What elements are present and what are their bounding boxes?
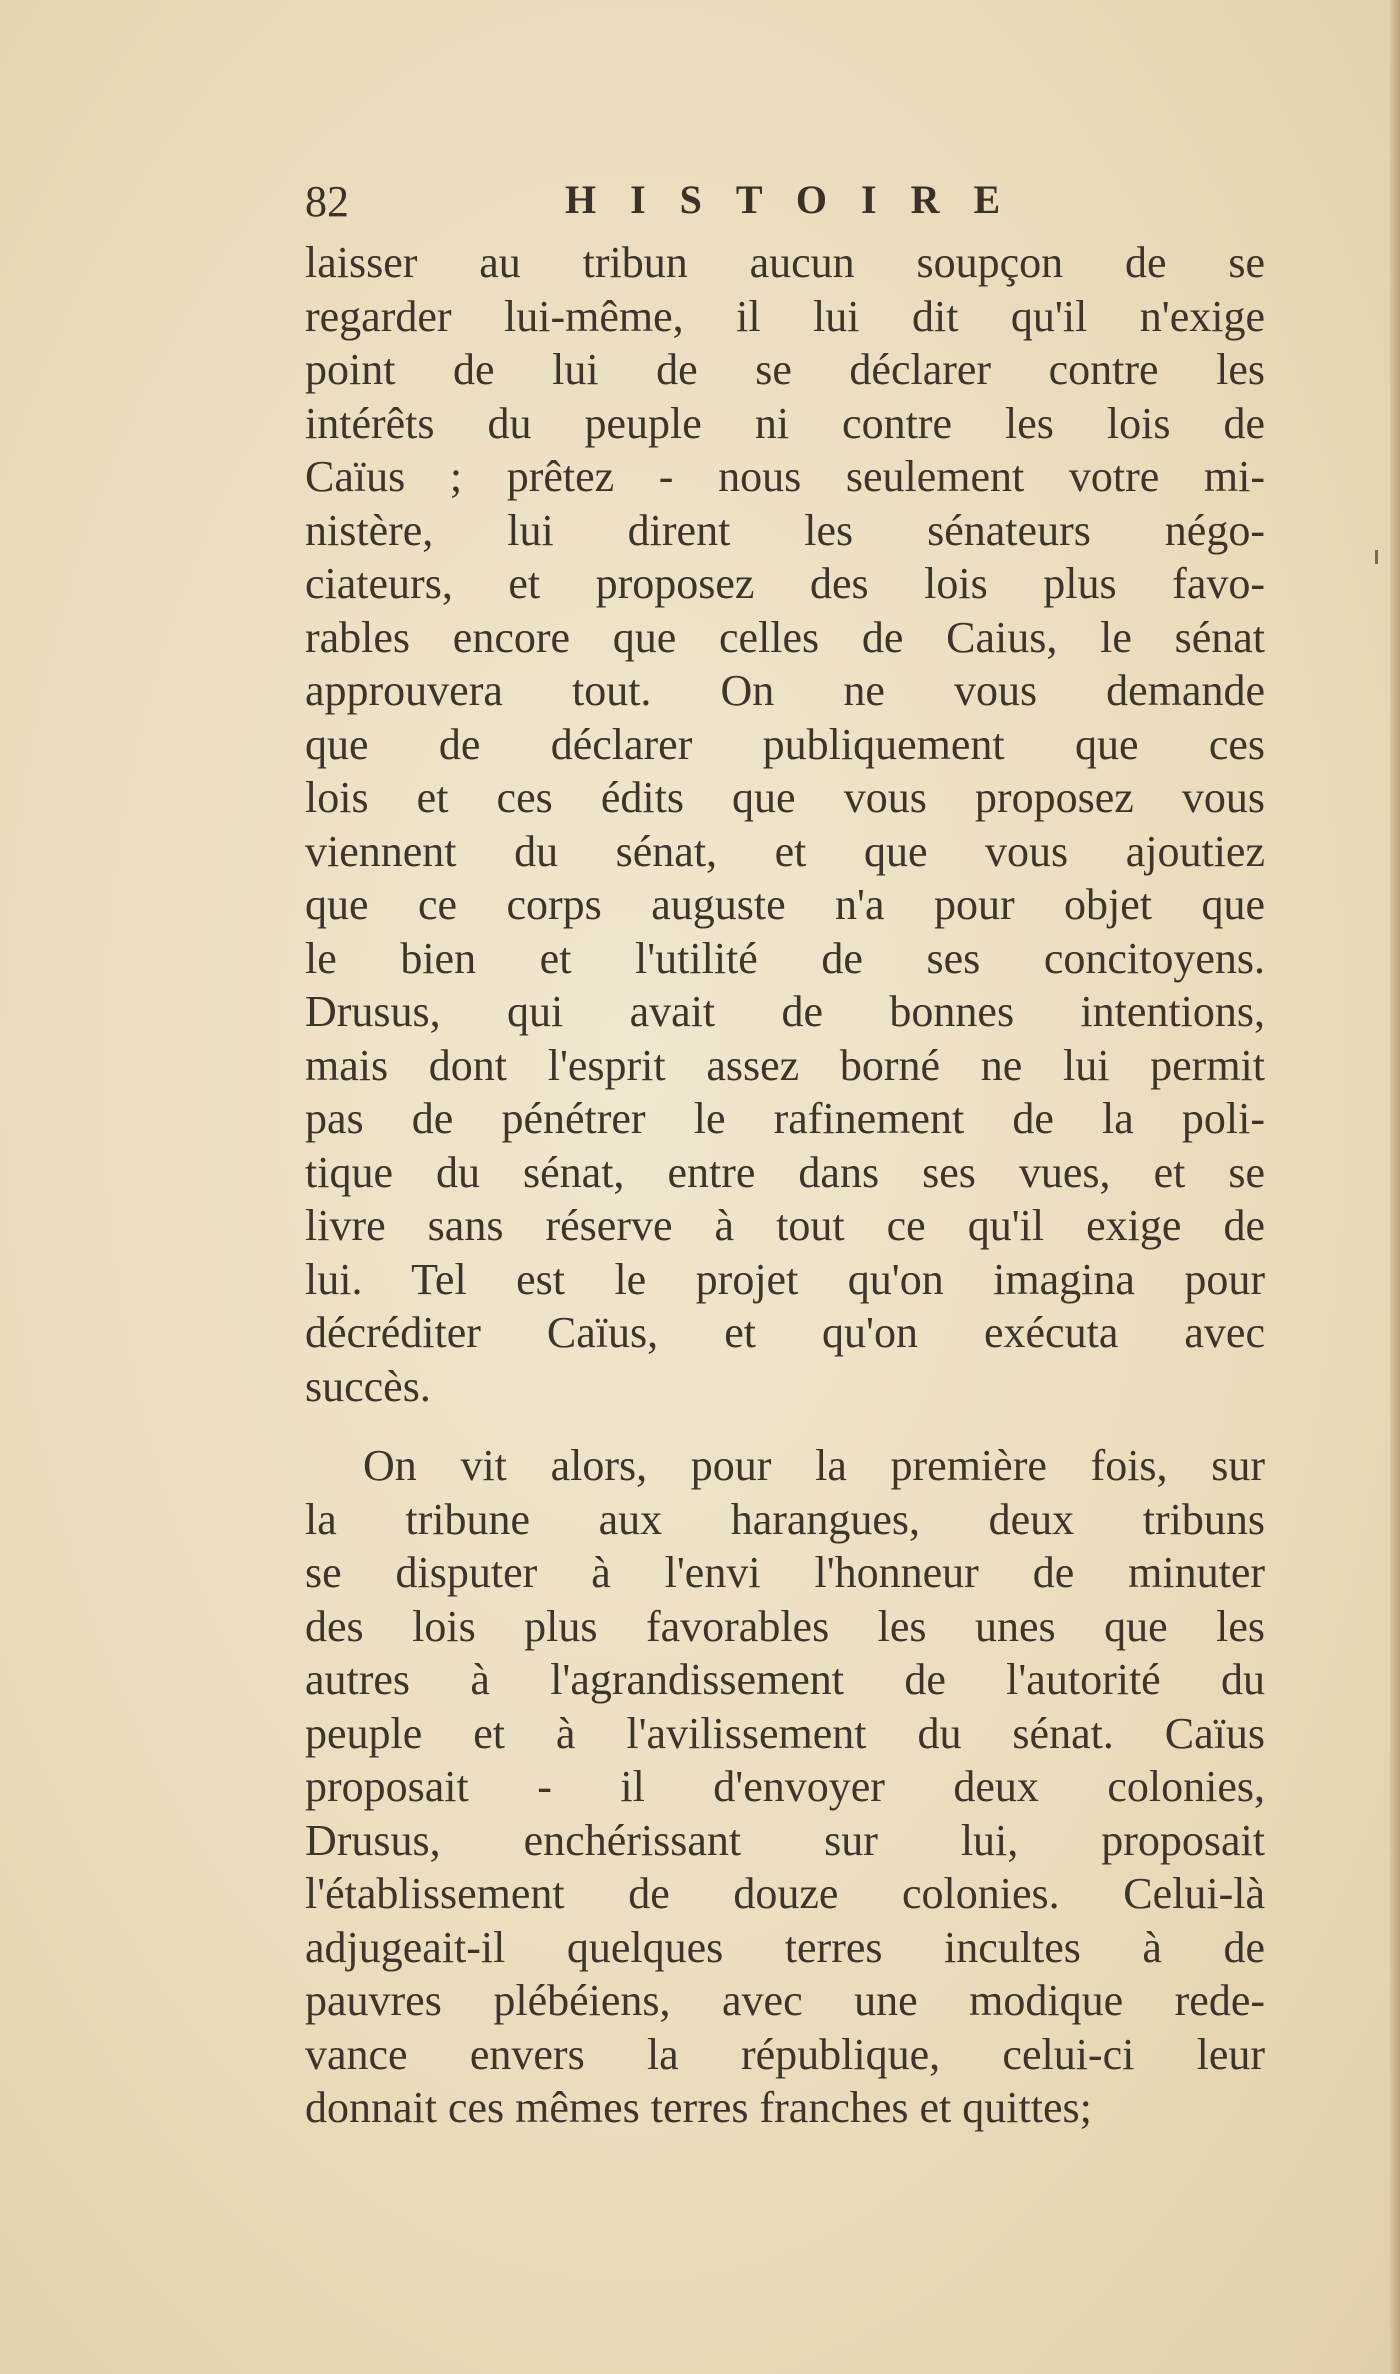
paragraph-break (305, 1413, 1265, 1439)
text-line: laisser au tribun aucun soupçon de se (305, 238, 1265, 287)
text-line: intérêts du peuple ni contre les lois de (305, 398, 1265, 448)
text-line: point de lui de se déclarer contre les (305, 345, 1265, 394)
text-line: Drusus, enchérissant sur lui, proposait (305, 1815, 1265, 1865)
text-line: pas de pénétrer le rafinement de la poli- (305, 1094, 1265, 1143)
text-line: se disputer à l'envi l'honneur de minuter (305, 1548, 1265, 1597)
text-line: Drusus, qui avait de bonnes intentions, (305, 987, 1265, 1036)
page-number: 82 (305, 177, 349, 226)
text-line: autres à l'agrandissement de l'autorité du (305, 1655, 1265, 1704)
body-text (305, 236, 1265, 2135)
text-line: lois et ces édits que vous proposez vous (305, 773, 1265, 822)
text-line: vance envers la république, celui-ci leur (305, 2029, 1265, 2079)
text-line: proposait - il d'envoyer deux colonies, (305, 1762, 1265, 1811)
text-line: succès. (305, 1361, 431, 1411)
margin-mark (1375, 550, 1378, 564)
text-line: la tribune aux harangues, deux tribuns (305, 1494, 1265, 1544)
text-line: rables encore que celles de Caius, le sénat (305, 612, 1265, 662)
text-line: tique du sénat, entre dans ses vues, et se (305, 1147, 1265, 1197)
text-line: donnait ces mêmes terres franches et quittes; (305, 2083, 1092, 2132)
paragraph-2 (305, 1439, 1265, 2135)
text-line: le bien et l'utilité de ses concitoyens. (305, 933, 1265, 983)
text-line: adjugeait-il quelques terres incultes à de (305, 1922, 1265, 1972)
text-line: nistère, lui dirent les sénateurs négo- (305, 505, 1265, 555)
text-line: pauvres plébéiens, avec une modique rede- (305, 1976, 1265, 2025)
text-line: mais dont l'esprit assez borné ne lui permit (305, 1040, 1265, 1090)
text-line: des lois plus favorables les unes que les (305, 1601, 1265, 1651)
running-title: HISTOIRE (565, 177, 1035, 222)
text-line: que ce corps auguste n'a pour objet que (305, 880, 1265, 929)
text-line: regarder lui-même, il lui dit qu'il n'exige (305, 291, 1265, 341)
text-line: ciateurs, et proposez des lois plus favo- (305, 559, 1265, 608)
text-line: approuvera tout. On ne vous demande (305, 666, 1265, 715)
text-line: viennent du sénat, et que vous ajoutiez (305, 826, 1265, 876)
text-line: décréditer Caïus, et qu'on exécuta avec (305, 1308, 1265, 1357)
text-line: peuple et à l'avilissement du sénat. Caïus (305, 1708, 1265, 1758)
text-line: que de déclarer publiquement que ces (305, 719, 1265, 769)
text-line: On vit alors, pour la première fois, sur (363, 1441, 1265, 1490)
paragraph-1 (305, 236, 1265, 1413)
text-line: l'établissement de douze colonies. Celui-là (305, 1869, 1265, 1918)
text-line: lui. Tel est le projet qu'on imagina pour (305, 1254, 1265, 1304)
text-line: Caïus ; prêtez - nous seulement votre mi- (305, 452, 1265, 501)
page-gutter-shadow (1390, 0, 1400, 2374)
text-line: livre sans réserve à tout ce qu'il exige de (305, 1201, 1265, 1250)
page-header (305, 170, 1265, 230)
